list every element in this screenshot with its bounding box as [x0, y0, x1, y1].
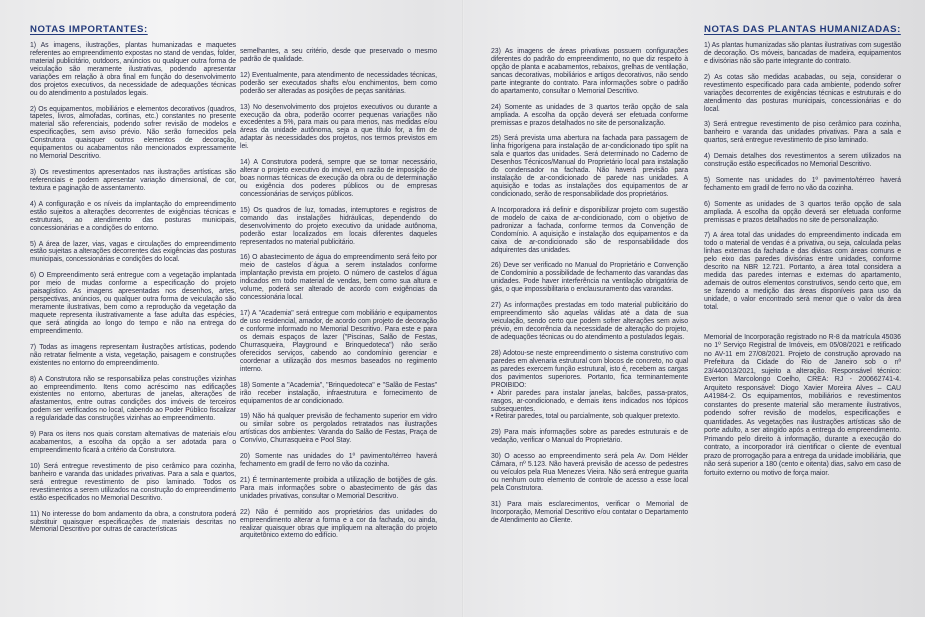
- note-paragraph: 25) Será prevista uma abertura na fachada para passagem de linha frigorígena para instalação de ar-condicionado tipo split na sala e quartos das unidades. Será determinado no Caderno de Desenhos Técnicos/Manual do Proprietário local para instalação do condensador na fachada. Não haverá previsão para instalação de ar-condicionado de parede nas unidades. A aquisição e todas as instalações dos equipamentos de ar condicionado, serão de responsabilidade dos proprietários.: [491, 135, 688, 199]
- note-paragraph: 6) Somente as unidades de 3 quartos terão opção de sala ampliada. A escolha da opção deverá ser efetuada conforme premissas e prazos detalhados no site de personalização.: [704, 200, 901, 224]
- note-paragraph: 28) Adotou-se neste empreendimento o sistema construtivo com paredes em alvenaria estrutural com blocos de concreto, no qual as paredes exercem função estrutural, isto é, recebem as cargas dos pavimentos superiores. Portanto, fica terminantemente PROIBIDO: • Abrir paredes para instalar janelas, balcões, passa-pratos, rasgos, ar-condicionado, e demais itens indicados nos tópicos subsequentes. • Retirar paredes, total ou parcialmente, sob qualquer pretexto.: [491, 349, 688, 421]
- note-paragraph: 9) Para os itens nos quais constam alternativas de materiais e/ou acabamentos, a escolha da opção a ser adotada para o empreendimento ficará a critério da Construtora.: [30, 431, 236, 455]
- note-paragraph: 19) Não há qualquer previsão de fechamento superior em vidro ou similar sobre os pergolados retratados nas ilustrações artísticas dos ambientes: Varanda do Salão de Festas, Praça de Convívio, Churrasqueira e Pool Stay.: [240, 413, 437, 445]
- notes-list: [240, 48, 437, 540]
- note-paragraph: 7) A área total das unidades do empreendimento indicada em todo o material de vendas é a privativa, ou seja, calculada pelas linhas externas da fachada e das divisas com áreas comuns e pelo eixo das paredes divisórias entre unidades, conforme descrito na NBR 12.721. Portanto, a área total considera a medida das paredes internas e externas do apartamento, ademais de outros elementos construtivos, sendo certo que, em se fazendo a medição das áreas disponíveis para uso da unidade, o valor encontrado será menor que o valor da área total.: [704, 232, 901, 312]
- note-paragraph: 23) As imagens de áreas privativas possuem configurações diferentes do padrão do empreendimento, no que diz respeito à opção de planta e acabamentos, rebaixos, grelhas de ventilação, sancas decorativas, mobiliários e artigos decorativos, não sendo parte integrante do contrato. Para informações sobre o padrão do apartamento, consultar o Memorial Descritivo.: [491, 48, 688, 95]
- note-paragraph: 5) Somente nas unidades do 1º pavimento/térreo haverá fechamento em gradil de ferro no vão da cozinha.: [704, 176, 901, 192]
- note-paragraph: 8) A Construtora não se responsabiliza pelas construções vizinhas ao empreendimento. Itens como acréscimo nas edificações existentes no entorno, aberturas de janelas, alterações de afastamentos, entre outras condições dos imóveis de terceiros podem ser verificados no local, cabendo ao Poder Público fiscalizar a regularidade das construções vizinhas ao empreendimento.: [30, 375, 236, 423]
- notes-list: [704, 42, 901, 312]
- note-paragraph: 4) Demais detalhes dos revestimentos a serem utilizados na construção estão especificados no Memorial Descritivo.: [704, 153, 901, 169]
- important-notes-column-1: [30, 0, 236, 617]
- note-paragraph: 2) Os equipamentos, mobiliários e elementos decorativos (quadros, tapetes, livros, almofadas, cortinas, etc.) constantes no presente material são referenciais, podendo sofrer revisão de modelos e especificações, sem aviso prévio. Não serão fornecidos pela Construtora quaisquer outros elementos de decoração, equipamentos ou acabamentos não mencionados expressamente no Memorial Descritivo.: [30, 105, 236, 161]
- note-paragraph: 21) É terminantemente proibida a utilização de botijões de gás. Para mais informações sobre o abastecimento de gás das unidades privativas, consultar o Memorial Descritivo.: [240, 476, 437, 500]
- note-paragraph: semelhantes, a seu critério, desde que preservado o mesmo padrão de qualidade.: [240, 48, 437, 63]
- note-paragraph: 29) Para mais informações sobre as paredes estruturais e de vedação, verificar o Manual do Proprietário.: [491, 429, 688, 445]
- incorporation-note: Memorial de Incorporação registrado no R-8 da matrícula 45036 no 1º Serviço Registral de Imóveis, em 05/08/2021 e retificado no AV-11 em 27/08/2021. Projeto de construção aprovado na Prefeitura da Cidade do Rio de Janeiro sob o nº 23/440013/2021, sujeito a alteração. Responsável técnico: Everton Marcolongo Coelho, CREA: RJ - 200662741-4. Arquiteto responsável: Diogo Xavier Moreira Alves – CAU A41984-2. Os equipamentos, mobiliários e revestimentos constantes do presente material são meramente ilustrativos, podendo sofrer revisão de modelos, especificações e quantidades. As vegetações nas ilustrações artísticas são de porte adulto, a ser atingido após a entrega do empreendimento. Primando pelo direito à informação, durante a execução do contrato, a incorporador irá cientificar o cliente de eventual prazo de prorrogação para a entrega da unidade imobiliária, que não será superior a 180 (cento e oitenta) dias, salvo em caso de fortuito externo ou motivo de força maior.: [704, 333, 901, 477]
- note-paragraph: 4) A configuração e os níveis da implantação do empreendimento estão sujeitos a alterações decorrentes de exigências técnicas e estruturais, ao atendimento das posturas municipais, concessionárias e a condições do entorno.: [30, 200, 236, 232]
- floorplan-notes-column: [704, 0, 901, 617]
- note-paragraph: 20) Somente nas unidades do 1º pavimento/térreo haverá fechamento em gradil de ferro no vão da cozinha.: [240, 453, 437, 468]
- note-paragraph: 15) Os quadros de luz, tomadas, interruptores e registros de comando das instalações hidráulicas, dependendo do desenvolvimento do projeto executivo da unidade autônoma, poderão estar localizados em locais diferentes daqueles representados no material publicitário.: [240, 206, 437, 246]
- note-paragraph: 10) Será entregue revestimento de piso cerâmico para cozinha, banheiro e varanda das unidades privativas. Para a sala e quartos, será entregue revestimento de piso laminado. Todos os revestimentos a serem utilizados na construção do empreendimento estão especificados no Memorial Descritivo.: [30, 462, 236, 502]
- page-fold: [462, 0, 464, 617]
- important-notes-column-2: [240, 0, 437, 617]
- note-paragraph: 11) No interesse do bom andamento da obra, a construtora poderá substituir quaisquer especificações de materiais descritas no Memorial Descritivo por outras de características: [30, 510, 236, 534]
- note-paragraph: A Incorporadora irá definir e disponibilizar projeto com sugestão de modelo de caixa de ar-condicionado, com o objetivo de padronizar a fachada, conforme termos da Convenção de Condomínio. A aquisição e instalação dos equipamentos e da caixa de ar-condicionado são de responsabilidade dos adquirentes das unidades.: [491, 206, 688, 254]
- note-paragraph: 2) As cotas são medidas acabadas, ou seja, considerar o revestimento especificado para cada ambiente, podendo sofrer variações decorrentes de exigências técnicas e estruturais e do atendimento das posturas municipais, concessionárias e do local.: [704, 73, 901, 113]
- note-paragraph: 17) A "Academia" será entregue com mobiliário e equipamentos de uso residencial, amador, de acordo com projeto de decoração e conforme informado no Memorial Descritivo. Para este e para os demais espaços de lazer ("Piscinas, Salão de Festas, Churrasqueira, Playground e Brinquedoteca") não serão oferecidos serviços, cabendo ao condomínio gerenciar e coordenar a utilização dos mesmos baseados no regimento interno.: [240, 310, 437, 373]
- note-paragraph: 12) Eventualmente, para atendimento de necessidades técnicas, poderão ser executados shafts e/ou enchimentos, bem como poderão ser alteradas as posições de peças sanitárias.: [240, 71, 437, 95]
- note-paragraph: 7) Todas as imagens representam ilustrações artísticas, podendo não retratar fielmente a vista, vegetação, paisagem e construções existentes no entorno do empreendimento.: [30, 343, 236, 367]
- floorplan-notes-heading: NOTAS DAS PLANTAS HUMANIZADAS:: [704, 24, 901, 35]
- note-paragraph: 31) Para mais esclarecimentos, verificar o Memorial de Incorporação, Memorial Descritivo e/ou contatar o Departamento de Atendimento ao Cliente.: [491, 500, 688, 524]
- note-paragraph: 13) No desenvolvimento dos projetos executivos ou durante a execução da obra, poderão ocorrer pequenas variações não excedentes a 5%, para mais ou para menos, nas medidas e/ou áreas da unidade autônoma, seja a que título for, a fim de adaptar às necessidades dos projetos, nos termos previstos em lei.: [240, 103, 437, 151]
- notes-list: [491, 48, 688, 525]
- note-paragraph: 24) Somente as unidades de 3 quartos terão opção de sala ampliada. A escolha da opção deverá ser efetuada conforme premissas e prazos detalhados no site de personalização.: [491, 103, 688, 127]
- note-paragraph: 6) O Empreendimento será entregue com a vegetação implantada por meio de mudas conforme a especificação do projeto paisagístico. As imagens apresentadas nos desenhos, artes, perspectivas, anúncios, ou qualquer outra forma de veiculação são meramente ilustrativas, bem como a reprodução da vegetação da maquete representa ilustrativamente a fase adulta das espécies, que será atingida ao longo do tempo e não na entrega do empreendimento.: [30, 272, 236, 335]
- notes-list: [30, 42, 236, 534]
- note-paragraph: 26) Deve ser verificado no Manual do Proprietário e Convenção de Condomínio a possibilidade de fechamento das varandas das unidades. Pode haver interferência na ventilação obrigatória de gás, o que impossibilitaria o enclausuramento das varandas.: [491, 262, 688, 294]
- note-paragraph: 27) As informações prestadas em todo material publicitário do empreendimento são aquelas válidas até a data de sua veiculação, sendo certo que podem sofrer alterações sem aviso prévio, em decorrência da necessidade de alteração do projeto, de adequações técnicas ou do atendimento a postulados legais.: [491, 302, 688, 341]
- important-notes-column-3: [491, 0, 688, 617]
- important-notes-heading: NOTAS IMPORTANTES:: [30, 24, 148, 35]
- note-paragraph: 5) A área de lazer, vias, vagas e circulações do empreendimento estão sujeitas a alterações decorrentes das exigências das posturas municipais, concessionárias e condições do local.: [30, 240, 236, 264]
- note-paragraph: 22) Não é permitido aos proprietários das unidades do empreendimento alterar a forma e a cor da fachada, ou ainda, realizar quaisquer obras que impliquem na alteração do projeto arquitetônico externo do edifício.: [240, 508, 437, 540]
- note-paragraph: 3) Os revestimentos apresentados nas ilustrações artísticas são referenciais e podem apresentar variação dimensional, de cor, textura e paginação de assentamento.: [30, 169, 236, 192]
- note-paragraph: 30) O acesso ao empreendimento será pela Av. Dom Hélder Câmara, nº 5.123. Não haverá previsão de acesso de pedestres ou veículos pela Rua Menezes Vieira. Não será entregue guarita ou nenhum outro elemento de controle de acesso a esse local pela Construtora.: [491, 453, 688, 492]
- note-paragraph: 14) A Construtora poderá, sempre que se tornar necessário, alterar o projeto executivo do imóvel, em razão de imposição de boas normas técnicas de execução da obra ou de determinação ou exigência dos poderes públicos ou de empresas concessionárias de serviços públicos.: [240, 159, 437, 198]
- note-paragraph: 3) Será entregue revestimento de piso cerâmico para cozinha, banheiro e varanda das unidades privativas. Para a sala e quartos, será entregue revestimento de piso laminado.: [704, 121, 901, 145]
- note-paragraph: 1) As imagens, ilustrações, plantas humanizadas e maquetes referentes ao empreendimento expostas no stand de vendas, folder, material publicitário, outdoors, anúncios ou qualquer outra forma de veiculação são meramente ilustrativas, podendo apresentar variações em relação à obra final em função do desenvolvimento dos projetos executivos, da necessidade de adequações técnicas ou do atendimento a postulados legais.: [30, 41, 236, 97]
- note-paragraph: 18) Somente a "Academia", "Brinquedoteca" e "Salão de Festas" irão receber instalação, infraestrutura e fornecimento de equipamentos de ar condicionado.: [240, 381, 437, 405]
- note-paragraph: 16) O abastecimento de água do empreendimento será feito por meio de castelos d´água a serem instalados conforme implantação prevista em projeto. O número de castelos d´água indicados em todo material de vendas, bem como sua altura e volume, poderá ser alterado de acordo com exigências da concessionária local.: [240, 254, 437, 302]
- note-paragraph: 1) As plantas humanizadas são plantas ilustrativas com sugestão de decoração. Os móveis, bancadas de madeira, equipamentos e divisórias não são parte integrante do contrato.: [704, 41, 901, 65]
